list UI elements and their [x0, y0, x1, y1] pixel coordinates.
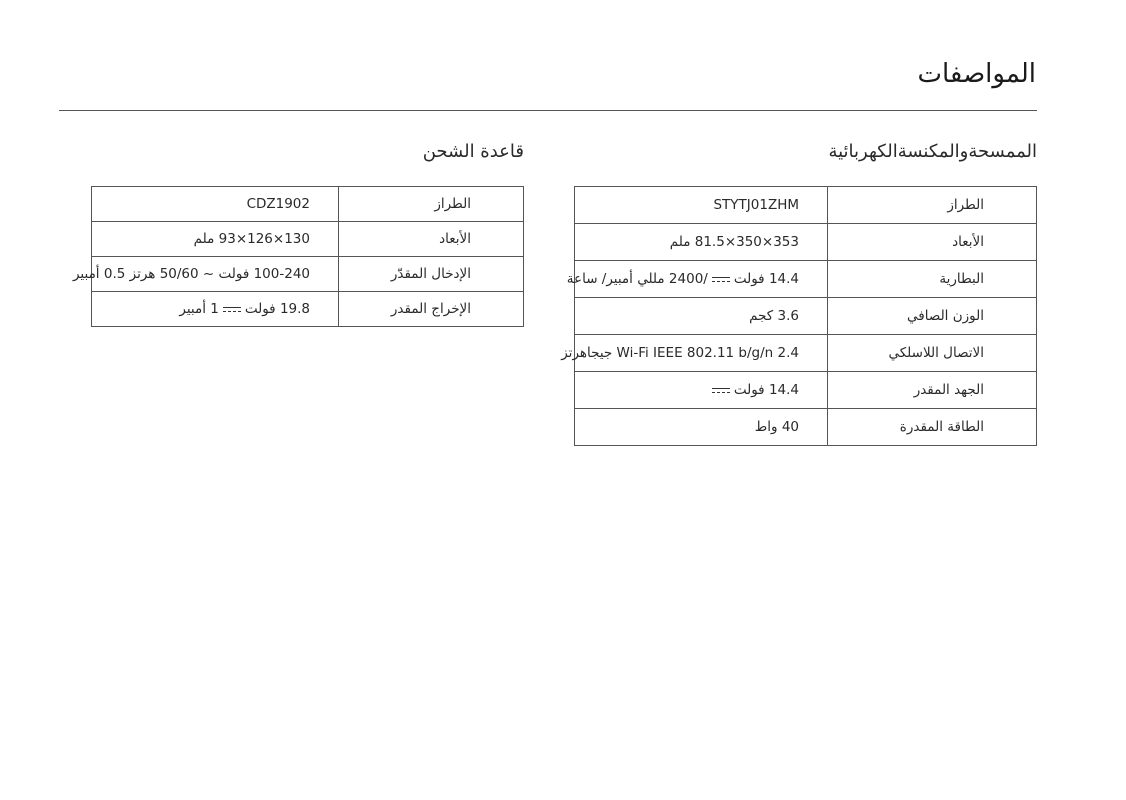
vacuum-specs-section: [561, 140, 1037, 446]
spec-label: الطراز: [828, 187, 1037, 224]
spec-value: CDZ1902: [92, 187, 339, 222]
spec-value: [92, 292, 339, 327]
spec-value: 3.6 كجم: [575, 298, 828, 335]
vacuum-spec-table: [561, 186, 1037, 446]
spec-label: الأبعاد: [828, 224, 1037, 261]
dc-symbol-icon: [223, 306, 241, 313]
spec-label: الإخراج المقدر: [339, 292, 524, 327]
dock-spec-table: [72, 186, 524, 327]
spec-value-part: 19.8 فولت: [244, 301, 310, 317]
spec-label: الطاقة المقدرة: [828, 409, 1037, 446]
spec-value: 353×350×81.5 ملم: [575, 224, 828, 261]
spec-value-part: 14.4 فولت: [733, 271, 799, 287]
title-divider: [59, 110, 1037, 111]
dc-symbol-icon: [712, 276, 730, 283]
table-row: [92, 292, 524, 327]
dock-specs-section: [72, 140, 524, 327]
table-row: [92, 222, 524, 257]
spec-value: STYTJ01ZHM: [575, 187, 828, 224]
table-row: [575, 409, 1037, 446]
spec-label: الجهد المقدر: [828, 372, 1037, 409]
spec-value: 130×126×93 ملم: [92, 222, 339, 257]
spec-value: 100-240 فولت ~ 50/60 هرتز 0.5 أمبير: [92, 257, 339, 292]
spec-value-part: 1 أمبير: [179, 301, 219, 317]
spec-label: الاتصال اللاسلكي: [828, 335, 1037, 372]
table-row: [575, 187, 1037, 224]
table-row: [575, 298, 1037, 335]
spec-value: 40 واط: [575, 409, 828, 446]
spec-label: الإدخال المقدّر: [339, 257, 524, 292]
vacuum-section-title: الممسحةوالمكنسةالكهربائية: [828, 141, 1037, 162]
table-row: [92, 187, 524, 222]
spec-label: الوزن الصافي: [828, 298, 1037, 335]
table-row: [575, 372, 1037, 409]
page-title: المواصفات: [917, 59, 1036, 89]
dock-section-title: قاعدة الشحن: [422, 141, 524, 162]
spec-value-part: 14.4 فولت: [733, 382, 799, 398]
spec-value: Wi-Fi IEEE 802.11 b/g/n 2.4 جيجاهرتز: [575, 335, 828, 372]
table-row: [575, 261, 1037, 298]
spec-value: [566, 261, 828, 298]
spec-label: الأبعاد: [339, 222, 524, 257]
spec-label: الطراز: [339, 187, 524, 222]
spec-value-part: /2400 مللي أمبير/ ساعة: [566, 271, 708, 287]
spec-value: [575, 372, 828, 409]
spec-label: البطارية: [828, 261, 1037, 298]
dc-symbol-icon: [712, 387, 730, 394]
table-row: [92, 257, 524, 292]
table-row: [575, 224, 1037, 261]
table-row: [575, 335, 1037, 372]
